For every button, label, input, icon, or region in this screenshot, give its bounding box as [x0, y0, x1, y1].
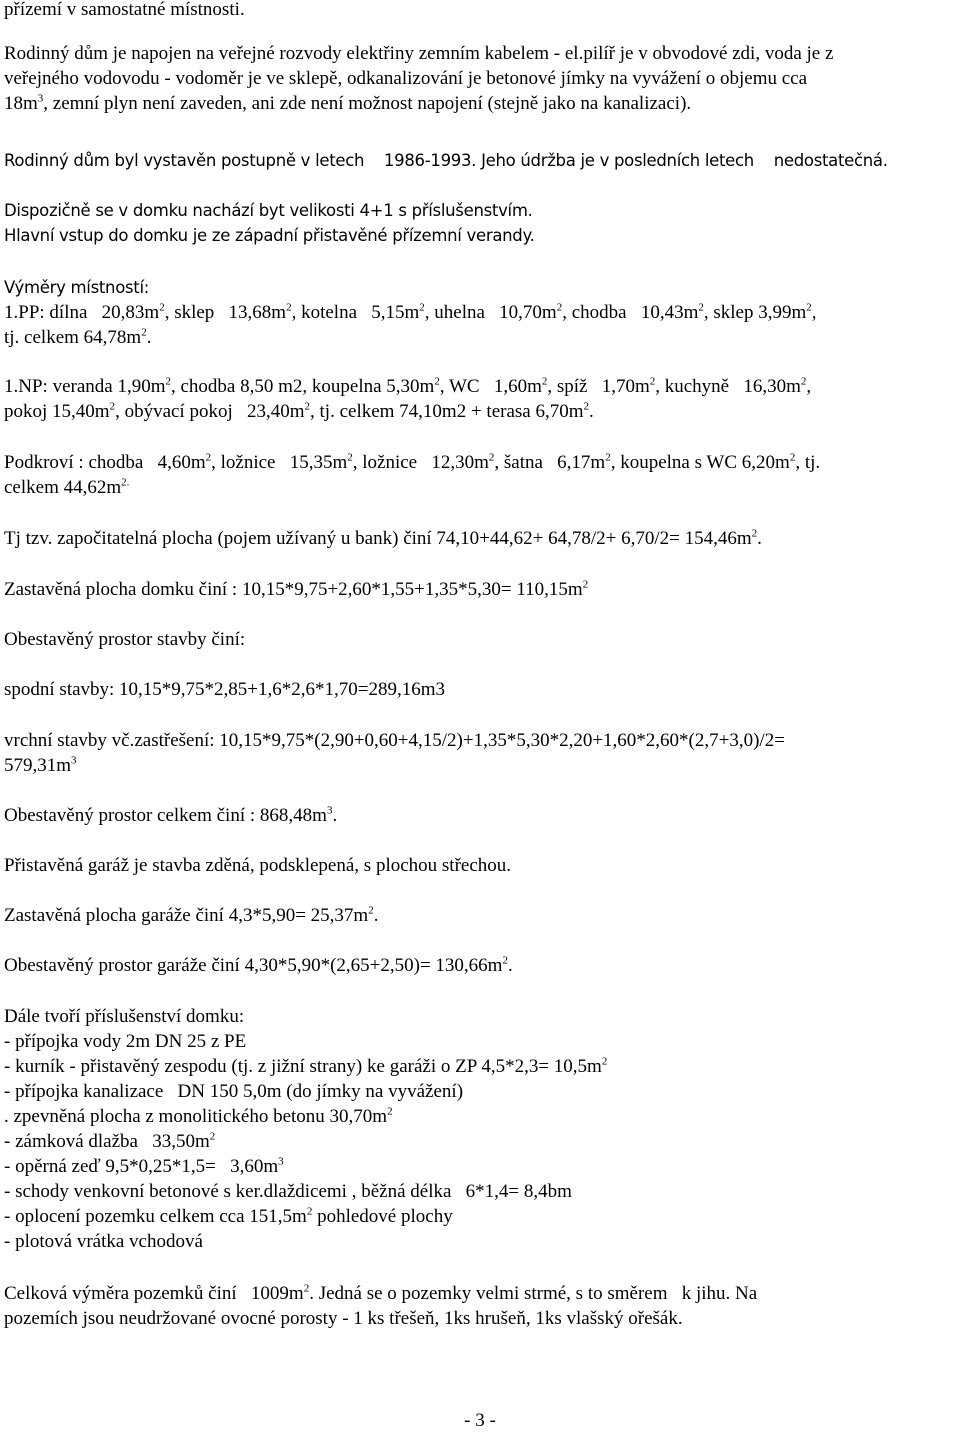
paragraph-volume-heading [4, 627, 956, 652]
list-item: - schody venkovní betonové s ker.dlaždicemi , běžná délka 6*1,4= 8,4bm [4, 1181, 572, 1202]
text-line: spodní stavby: 10,15*9,75*2,85+1,6*2,6*1,70=289,16m3 [4, 679, 446, 700]
list-item: - opěrná zeď $9,5*0,25*1,5= 3,60m^3$ [4, 1155, 284, 1177]
section-heading: Výměry místností: [4, 278, 150, 297]
paragraph-garage-area [4, 903, 956, 928]
paragraph-layout [4, 198, 956, 248]
list-item: - přípojka kanalizace DN 150 5,0m (do jímky na vyvážení) [4, 1081, 464, 1102]
paragraph-room-areas-pp [4, 275, 956, 350]
text-line: celkem $44,62m^{2.}$ [4, 476, 130, 498]
page-number-footer [0, 1408, 960, 1433]
paragraph-usable-area [4, 526, 956, 551]
text-line: Rodinný dům je napojen na veřejné rozvody elektřiny zemním kabelem - el.pilíř je v obvodové zdi, voda je z [4, 43, 834, 64]
paragraph-room-areas-attic [4, 450, 956, 500]
text-line: Dispozičně se v domku nachází byt velikosti 4+1 s příslušenstvím. [4, 201, 533, 220]
text-line: Hlavní vstup do domku je ze západní přistavěné přízemní verandy. [4, 226, 535, 245]
paragraph-volume-total [4, 803, 956, 828]
paragraph-volume-upper [4, 728, 956, 778]
text-line: Rodinný dům byl vystavěn postupně v letech 1986-1993. Jeho údržba je v posledních letech nedostatečná. [4, 151, 888, 170]
text-line: $18m^3$, zemní plyn není zaveden, ani zde není možnost napojení (stejně jako na kanalizaci). [4, 92, 692, 114]
text-line: $579,31m^3$ [4, 754, 77, 776]
paragraph-land-area [4, 1281, 956, 1331]
text-line: Obestavěný prostor stavby činí: [4, 629, 246, 650]
text-line: 1.NP: veranda $1,90m^2$, chodba 8,50 m2, koupelna $5,30m^2$, WC $1,60m^2$, spíž $1,70m^2$, kuchyně $16,30m^2$, [4, 375, 812, 397]
list-item: - oplocení pozemku celkem cca $151,5m^2$ pohledové plochy [4, 1205, 453, 1227]
paragraph-construction-years [4, 148, 956, 173]
text-line: 1.PP: dílna $20,83m^2$, sklep $13,68m^2$, kotelna $5,15m^2$, uhelna $10,70m^2$, chodba $10,43m^2$, sklep $3,99m^2$, [4, 301, 817, 323]
list-item: - přípojka vody 2m DN 25 z PE [4, 1031, 247, 1052]
paragraph-accessories-list [4, 1004, 956, 1254]
text-line: Zastavěná plocha garáže činí $4,3*5,90= 25,37m^2$. [4, 904, 379, 926]
text-line: Přistavěná garáž je stavba zděná, podsklepená, s plochou střechou. [4, 855, 512, 876]
list-heading: Dále tvoří příslušenství domku: [4, 1006, 245, 1027]
list-item: . zpevněná plocha z monolitického betonu $30,70m^2$ [4, 1105, 393, 1127]
text-line: Celková výměra pozemků činí $1009m^2$. Jedná se o pozemky velmi strmé, s to směrem k jihu. Na [4, 1282, 758, 1304]
text-line: Tj tzv. započitatelná plocha (pojem užívaný u bank) činí $74,10+44,62+ 64,78/2+ 6,70/2= 154,46m^2$. [4, 527, 762, 549]
list-item: - kurník - přistavěný zespodu (tj. z jižní strany) ke garáži o ZP $4,5*2,3= 10,5m^2$ [4, 1055, 608, 1077]
text-line: vrchní stavby vč.zastřešení: 10,15*9,75*(2,90+0,60+4,15/2)+1,35*5,30*2,20+1,60*2,60*(2,7+3,0)/2= [4, 730, 785, 751]
paragraph-room-areas-np [4, 374, 956, 424]
paragraph-built-area [4, 577, 956, 602]
paragraph-intro-tail [4, 0, 956, 22]
paragraph-garage-volume [4, 953, 956, 978]
text-line: Obestavěný prostor garáže činí $4,30*5,90*(2,65+2,50)= 130,66m^2$. [4, 954, 513, 976]
page-number: - 3 - [464, 1410, 496, 1431]
text-line: Zastavěná plocha domku činí : $10,15*9,75+2,60*1,55+1,35*5,30= 110,15m^2$ [4, 578, 589, 600]
text-line: pokoj $15,40m^2$, obývací pokoj $23,40m^2$, tj. celkem 74,10m2 + terasa $6,70m^2$. [4, 400, 594, 422]
paragraph-garage [4, 853, 956, 878]
paragraph-volume-lower [4, 677, 956, 702]
text-line: Obestavěný prostor celkem činí : $868,48m^3$. [4, 804, 338, 826]
list-item: - zámková dlažba $33,50m^2$ [4, 1130, 216, 1152]
list-item: - plotová vrátka vchodová [4, 1231, 203, 1252]
paragraph-utilities [4, 41, 956, 116]
text-line: veřejného vodovodu - vodoměr je ve sklepě, odkanalizování je betonové jímky na vyvážení o objemu cca [4, 68, 808, 89]
text-line: pozemích jsou neudržované ovocné porosty - 1 ks třešeň, 1ks hrušeň, 1ks vlašský ořešák. [4, 1308, 683, 1329]
text-line: tj. celkem $64,78m^2$. [4, 326, 152, 348]
text-line: přízemí v samostatné místnosti. [4, 0, 245, 20]
text-line: Podkroví : chodba $4,60m^2$, ložnice $15,35m^2$, ložnice $12,30m^2$, šatna $6,17m^2$, koupelna s WC $6,20m^2$, tj. [4, 451, 821, 473]
